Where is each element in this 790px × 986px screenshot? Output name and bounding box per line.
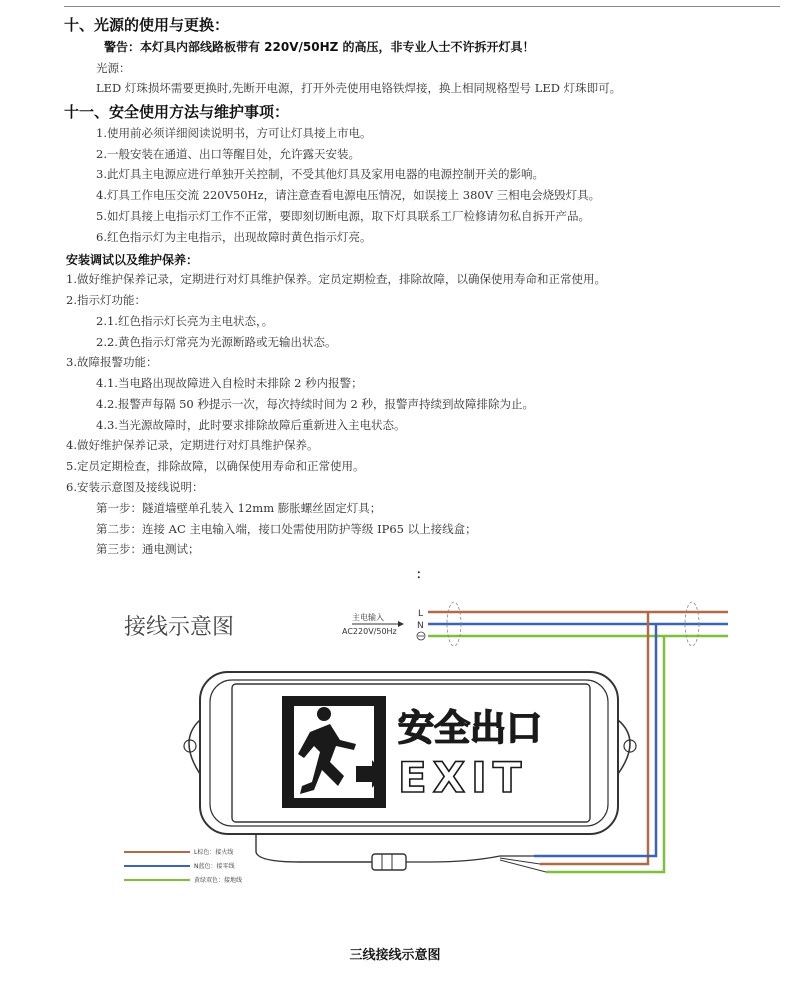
line-N-label: N — [417, 621, 424, 631]
list-item: 4.3.当光源故障时，此时要求排除故障后重新进入主电状态。 — [96, 418, 406, 432]
diagram-title: 接线示意图 — [124, 615, 235, 640]
list-item: 第三步：通电测试； — [96, 542, 200, 556]
list-item: 4.1.当电路出现故障进入自检时未排除 2 秒内报警； — [96, 376, 363, 390]
warning-text: 警告：本灯具内部线路板带有 220V/50HZ 的高压，非专业人士不许拆开灯具！ — [104, 40, 535, 54]
sign-exit: EXIT — [398, 753, 528, 802]
top-rule — [64, 6, 780, 7]
list-item: 1.做好维护保养记录，定期进行对灯具维护保养。定员定期检查，排除故障，以确保使用寿命和正常使用。 — [66, 272, 606, 286]
wiring-diagram — [0, 590, 790, 890]
list-item: 3.故障报警功能： — [66, 355, 158, 369]
section11-title: 十一、安全使用方法与维护事项： — [64, 103, 290, 121]
legend-green: 黄绿双色：接地线 — [194, 877, 243, 884]
cable-out — [406, 856, 534, 862]
list-item: 4.灯具工作电压交流 220V50Hz，请注意查看电源电压情况，如误接上 380V 三相电会烧毁灯具。 — [96, 188, 601, 202]
list-item: 4.做好维护保养记录，定期进行对灯具维护保养。 — [66, 438, 319, 452]
list-item: 2.1.红色指示灯长亮为主电状态，。 — [96, 314, 274, 328]
list-item: 第一步：隧道墙壁单孔装入 12mm 膨胀螺丝固定灯具； — [96, 501, 382, 515]
list-item: 2.指示灯功能： — [66, 293, 146, 307]
light-label: 光源： — [96, 61, 131, 75]
list-item: 4.2.报警声每隔 50 秒提示一次，每次持续时间为 2 秒，报警声持续到故障排除为止。 — [96, 397, 535, 411]
maintenance-title: 安装调试以及维护保养： — [66, 253, 199, 267]
diagram-caption: 三线接线示意图 — [349, 948, 441, 963]
legend-blue: N蓝色：接零线 — [194, 863, 235, 870]
sign-chinese: 安全出口 — [398, 708, 543, 749]
list-item: 5.定员定期检查，排除故障，以确保使用寿命和正常使用。 — [66, 459, 365, 473]
list-item: 3.此灯具主电源应进行单独开关控制，不受其他灯具及家用电器的电源控制开关的影响。 — [96, 167, 544, 181]
section10-title: 十、光源的使用与更换： — [64, 16, 230, 34]
cable-split — [500, 858, 540, 864]
arrow-right-icon — [398, 621, 404, 627]
list-item: 2.一般安装在通道、出口等醒目处，允许露天安装。 — [96, 147, 360, 161]
input-label: 主电输入 — [352, 613, 384, 622]
running-man-icon — [282, 696, 386, 808]
list-item: 6.安装示意图及接线说明： — [66, 480, 204, 494]
light-text: LED 灯珠损坏需要更换时,先断开电源，打开外壳使用电铬铁焊接，换上相同规格型号 LED 灯珠即可。 — [96, 81, 622, 95]
list-item: 6.红色指示灯为主电指示，出现故障时黄色指示灯亮。 — [96, 230, 372, 244]
ground-icon — [417, 632, 425, 640]
list-item: 5.如灯具接上电指示灯工作不正常，要即刻切断电源，取下灯具联系工厂检修请勿私自拆开产品。 — [96, 209, 590, 223]
line-L-label: L — [418, 609, 424, 619]
list-item: 1.使用前必须详细阅读说明书，方可让灯具接上市电。 — [96, 126, 372, 140]
list-item: 2.2.黄色指示灯常亮为光源断路或无输出状态。 — [96, 335, 337, 349]
stray-colon: ： — [416, 567, 429, 581]
legend-brown: L棕色：接火线 — [194, 849, 234, 856]
connector-icon — [372, 854, 406, 870]
input-voltage: AC220V/50Hz — [342, 627, 397, 636]
cable — [256, 834, 372, 862]
list-item: 第二步：连接 AC 主电输入端，接口处需使用防护等级 IP65 以上接线盒； — [96, 522, 477, 536]
